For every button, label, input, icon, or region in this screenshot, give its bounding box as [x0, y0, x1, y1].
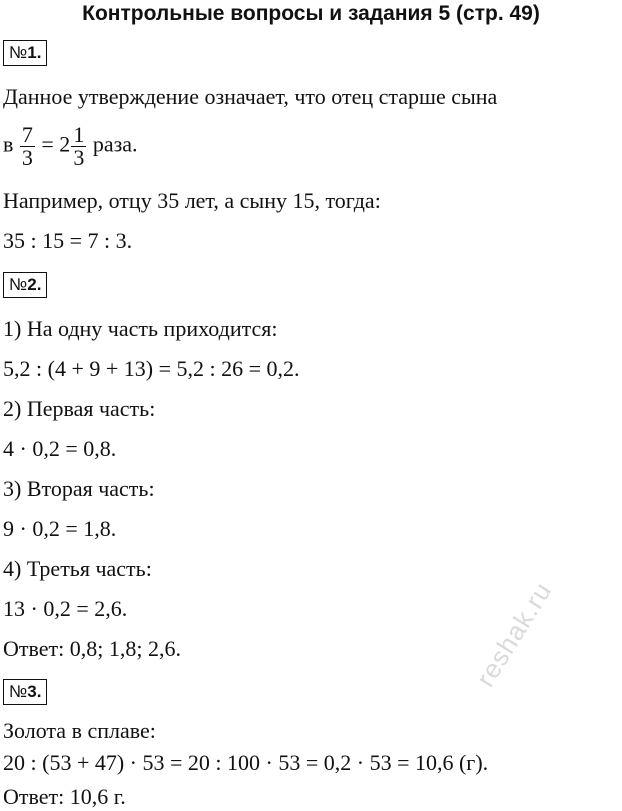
task-number: 3.: [27, 682, 42, 701]
task-2-line-6: 9 · 0,2 = 1,8.: [3, 516, 117, 541]
number-sign: №: [9, 682, 28, 701]
task-2-line-1: 1) На одну часть приходится:: [3, 316, 278, 341]
task-1-line-4: 35 : 15 = 7 : 3.: [3, 228, 133, 253]
number-sign: №: [9, 43, 28, 62]
task-3-line-1: Золота в сплаве:: [3, 718, 156, 743]
task-2-line-2: 5,2 : (4 + 9 + 13) = 5,2 : 26 = 0,2.: [3, 356, 300, 381]
fraction-numerator: 1: [73, 122, 85, 147]
number-sign: №: [9, 275, 28, 294]
task-2-line-8: 13 · 0,2 = 2,6.: [3, 596, 128, 621]
task-number: 2.: [27, 275, 42, 294]
task-number: 1.: [27, 43, 42, 62]
prefix-text: в: [3, 131, 14, 157]
fraction-numerator: 7: [21, 122, 33, 147]
task-2-line-5: 3) Вторая часть:: [3, 476, 155, 501]
task-3-badge: [3, 679, 47, 705]
fraction-denominator: 3: [73, 145, 85, 170]
task-2-line-3: 2) Первая часть:: [3, 396, 156, 421]
task-1-line-3: Например, отцу 35 лет, а сыну 15, тогда:: [3, 188, 381, 213]
task-2-line-7: 4) Третья часть:: [3, 556, 152, 581]
task-2-line-4: 4 · 0,2 = 0,8.: [3, 436, 117, 461]
task-1-badge: [3, 40, 47, 66]
fraction-denominator: 3: [21, 145, 33, 170]
suffix-text: раза.: [92, 131, 138, 157]
equals-text: = 2: [41, 131, 71, 157]
page-title: Контрольные вопросы и задания 5 (стр. 49): [82, 2, 540, 25]
task-3-answer: Ответ: 10,6 г.: [3, 784, 126, 809]
fraction-7-3: [20, 124, 35, 169]
task-1-line-2: [3, 124, 138, 169]
task-2-badge: [3, 272, 47, 298]
task-1-line-1: Данное утверждение означает, что отец старше сына: [3, 84, 498, 109]
fraction-1-3: [71, 124, 86, 169]
watermark: reshak.ru: [470, 576, 558, 692]
task-2-answer: Ответ: 0,8; 1,8; 2,6.: [3, 636, 181, 661]
task-3-line-2: 20 : (53 + 47) · 53 = 20 : 100 · 53 = 0,2 · 53 = 10,6 (г).: [3, 750, 489, 775]
